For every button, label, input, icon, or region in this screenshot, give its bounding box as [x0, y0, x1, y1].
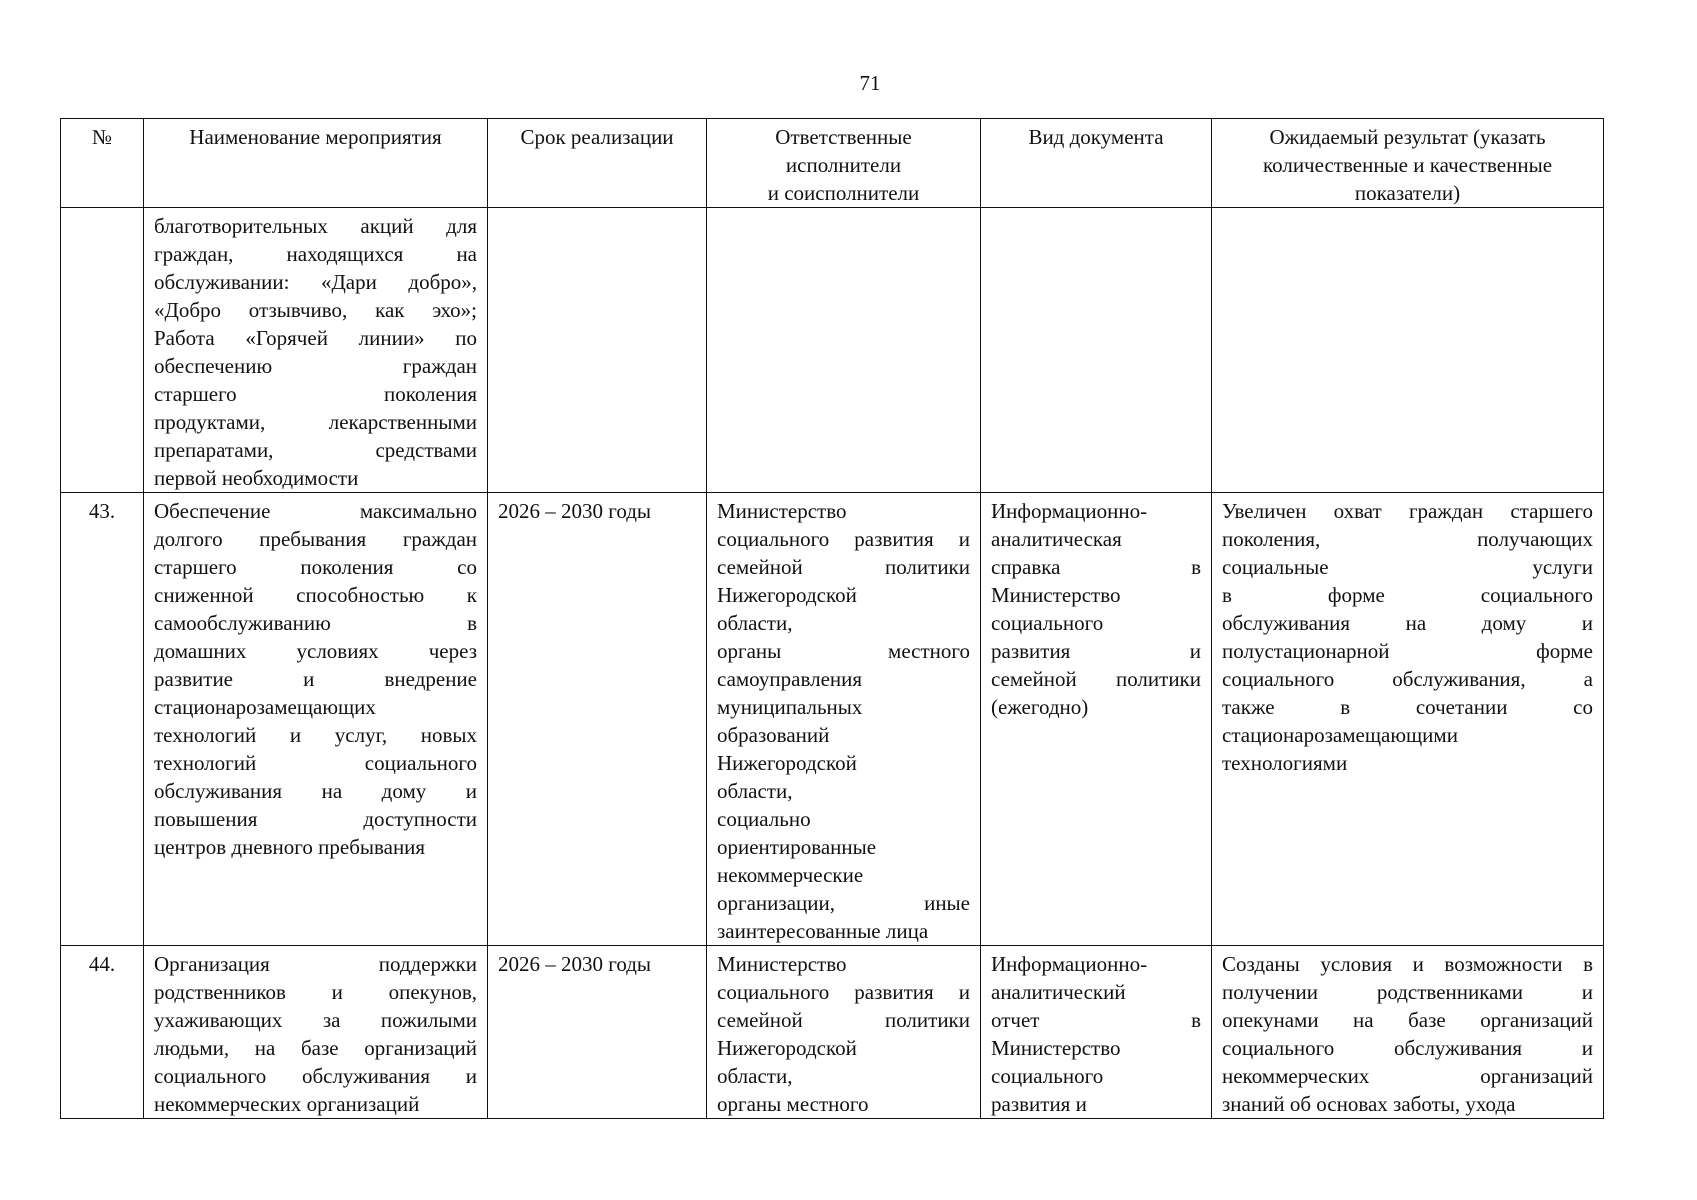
cell-text-line: самообслуживанию в: [154, 611, 477, 635]
cell-text-line: благотворительных акций для: [154, 214, 477, 238]
cell-text-line: семейной политики: [717, 555, 970, 579]
cell-text-line: социального развития и: [717, 527, 970, 551]
cell-text-line: сниженной способностью к: [154, 583, 477, 607]
header-result-line: Ожидаемый результат (указать: [1269, 125, 1546, 149]
cell-text-line: развития и: [991, 1092, 1087, 1116]
cell-text-line: технологий социального: [154, 751, 477, 775]
cell-text-line: некоммерческих организаций: [154, 1092, 420, 1116]
cell-text-line: (ежегодно): [991, 695, 1089, 719]
cell-term: 2026 – 2030 годы: [488, 946, 707, 1119]
page-number: 71: [859, 71, 881, 95]
cell-text-line: отчет в: [991, 1008, 1201, 1032]
cell-text-line: Нижегородской: [717, 583, 857, 607]
cell-expected-result: [1212, 208, 1604, 493]
cell-text-line: справка в: [991, 555, 1201, 579]
header-result-line: количественные и качественные: [1262, 153, 1553, 177]
cell-activity-name: [144, 946, 488, 1119]
cell-text-line: социального обслуживания и: [1222, 1036, 1593, 1060]
cell-document-type: [981, 946, 1212, 1119]
cell-text-line: социального: [991, 611, 1104, 635]
cell-text-line: повышения доступности: [154, 807, 477, 831]
cell-text-line: продуктами, лекарственными: [154, 410, 477, 434]
cell-text-line: социальные услуги: [1222, 555, 1593, 579]
cell-text-line: центров дневного пребывания: [154, 835, 426, 859]
cell-text-line: обслуживании: «Дари добро»,: [154, 270, 477, 294]
cell-text-line: обслуживания на дому и: [154, 779, 477, 803]
cell-text-line: старшего поколения со: [154, 555, 477, 579]
cell-text-line: долгого пребывания граждан: [154, 527, 477, 551]
cell-responsible: [707, 493, 981, 946]
cell-text-line: старшего поколения: [154, 382, 477, 406]
cell-text-line: первой необходимости: [154, 466, 359, 490]
header-result-line: показатели): [1354, 181, 1461, 205]
header-document-type: Вид документа: [981, 119, 1212, 208]
cell-text-line: Информационно-: [991, 952, 1148, 976]
cell-text-line: домашних условиях через: [154, 639, 477, 663]
action-plan-table: [60, 118, 1604, 1119]
cell-text-line: «Добро отзывчиво, как эхо»;: [154, 298, 477, 322]
cell-text-line: развитие и внедрение: [154, 667, 477, 691]
cell-text-line: самоуправления: [717, 667, 863, 691]
cell-text-line: социального: [991, 1064, 1104, 1088]
cell-text-line: получении родственниками и: [1222, 980, 1593, 1004]
cell-text-line: ориентированные: [717, 835, 877, 859]
table-row: [61, 493, 1604, 946]
cell-text-line: полустационарной форме: [1222, 639, 1593, 663]
cell-document-type: [981, 493, 1212, 946]
cell-text-line: обеспечению граждан: [154, 354, 477, 378]
header-number: №: [61, 119, 144, 208]
cell-text-line: Увеличен охват граждан старшего: [1222, 499, 1593, 523]
cell-text-line: Нижегородской: [717, 751, 857, 775]
cell-term: [488, 208, 707, 493]
header-activity-name: Наименование мероприятия: [144, 119, 488, 208]
cell-expected-result: [1212, 493, 1604, 946]
cell-text-line: знаний об основах заботы, ухода: [1222, 1092, 1516, 1116]
cell-text-line: некоммерческих организаций: [1222, 1064, 1593, 1088]
cell-text-line: социального обслуживания, а: [1222, 667, 1593, 691]
cell-text-line: опекунами на базе организаций: [1222, 1008, 1593, 1032]
cell-text-line: технологий и услуг, новых: [154, 723, 477, 747]
cell-text-line: Организация поддержки: [154, 952, 477, 976]
cell-text-line: заинтересованные лица: [717, 919, 929, 943]
cell-text-line: некоммерческие: [717, 863, 864, 887]
cell-text-line: органы местного: [717, 639, 970, 663]
cell-text-line: родственников и опекунов,: [154, 980, 477, 1004]
cell-text-line: Министерство: [991, 1036, 1121, 1060]
cell-text-line: социального развития и: [717, 980, 970, 1004]
cell-text-line: области,: [717, 1064, 793, 1088]
cell-text-line: социально: [717, 807, 811, 831]
cell-text-line: аналитический: [991, 980, 1126, 1004]
cell-text-line: Работа «Горячей линии» по: [154, 326, 477, 350]
cell-text-line: стационарозамещающими: [1222, 723, 1458, 747]
cell-text-line: людьми, на базе организаций: [154, 1036, 477, 1060]
header-responsible: [707, 119, 981, 208]
cell-text-line: аналитическая: [991, 527, 1122, 551]
cell-number: [61, 208, 144, 493]
cell-expected-result: [1212, 946, 1604, 1119]
cell-text-line: препаратами, средствами: [154, 438, 477, 462]
cell-responsible: [707, 946, 981, 1119]
cell-text-line: в форме социального: [1222, 583, 1593, 607]
cell-text-line: семейной политики: [717, 1008, 970, 1032]
header-responsible-line: исполнители: [785, 153, 902, 177]
cell-text-line: муниципальных: [717, 695, 863, 719]
cell-text-line: стационарозамещающих: [154, 695, 376, 719]
header-expected-result: [1212, 119, 1604, 208]
cell-activity-name: [144, 208, 488, 493]
cell-text-line: развития и: [991, 639, 1201, 663]
cell-text-line: Министерство: [717, 499, 847, 523]
cell-text-line: Информационно-: [991, 499, 1148, 523]
cell-text-line: поколения, получающих: [1222, 527, 1593, 551]
cell-text-line: области,: [717, 779, 793, 803]
cell-text-line: граждан, находящихся на: [154, 242, 477, 266]
cell-number: 44.: [61, 946, 144, 1119]
table-header-row: [61, 119, 1604, 208]
cell-text-line: социального обслуживания и: [154, 1064, 477, 1088]
cell-text-line: Созданы условия и возможности в: [1222, 952, 1593, 976]
cell-text-line: Обеспечение максимально: [154, 499, 477, 523]
header-term: Срок реализации: [488, 119, 707, 208]
cell-text-line: ухаживающих за пожилыми: [154, 1008, 477, 1032]
cell-text-line: обслуживания на дому и: [1222, 611, 1593, 635]
cell-text-line: технологиями: [1222, 751, 1348, 775]
cell-text-line: Нижегородской: [717, 1036, 857, 1060]
cell-text-line: области,: [717, 611, 793, 635]
cell-responsible: [707, 208, 981, 493]
cell-text-line: организации, иные: [717, 891, 970, 915]
cell-document-type: [981, 208, 1212, 493]
cell-text-line: органы местного: [717, 1092, 869, 1116]
cell-text-line: также в сочетании со: [1222, 695, 1593, 719]
header-responsible-line: и соисполнители: [767, 181, 920, 205]
table-row: [61, 208, 1604, 493]
cell-text-line: образований: [717, 723, 830, 747]
cell-text-line: Министерство: [717, 952, 847, 976]
header-responsible-line: Ответственные: [775, 125, 912, 149]
cell-term: 2026 – 2030 годы: [488, 493, 707, 946]
cell-activity-name: [144, 493, 488, 946]
cell-text-line: Министерство: [991, 583, 1121, 607]
cell-number: 43.: [61, 493, 144, 946]
table-row: [61, 946, 1604, 1119]
cell-text-line: семейной политики: [991, 667, 1201, 691]
